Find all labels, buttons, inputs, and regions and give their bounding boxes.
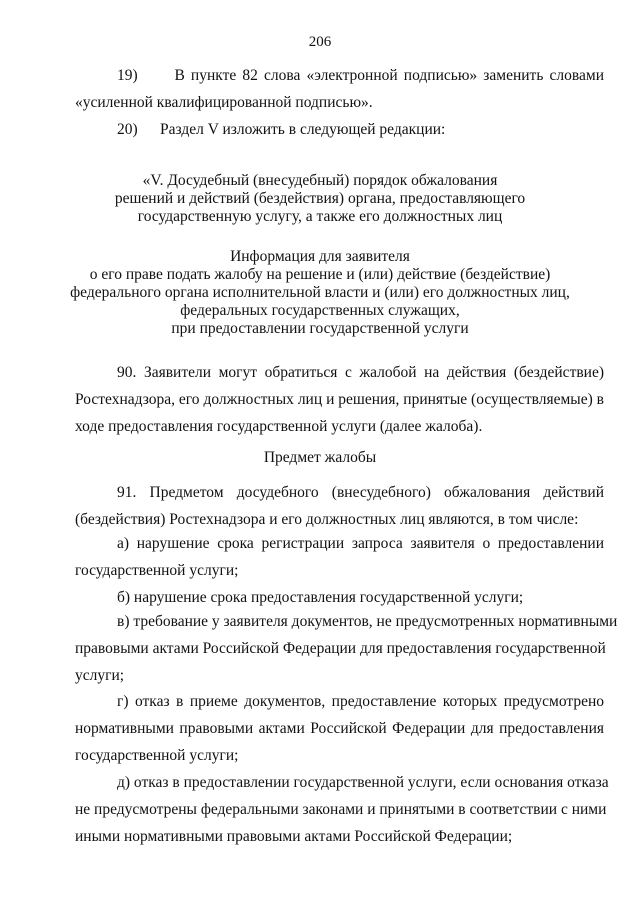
para-90-line-3: ходе предоставления государственной услуги (далее жалоба). <box>75 418 483 435</box>
item-a-line-2: государственной услуги; <box>75 562 239 579</box>
info-heading-line-5: при предоставлении государственной услуги <box>171 320 469 337</box>
item-v-line-3: услуги; <box>75 667 125 684</box>
item-v-line-1: в) требование у заявителя документов, не предусмотренных нормативными <box>117 613 618 630</box>
para-91-line-1: 91. Предметом досудебного (внесудебного) обжалования действий <box>117 484 604 501</box>
item-a-line-1: а) нарушение срока регистрации запроса заявителя о предоставлении <box>117 535 604 552</box>
item-20-number: 20) <box>117 121 138 138</box>
para-90-line-2: Ростехнадзора, его должностных лиц и решения, принятые (осуществляемые) в <box>75 391 604 408</box>
item-g-line-1: г) отказ в приеме документов, предоставление которых предусмотрено <box>117 693 604 710</box>
para-90-line-1: 90. Заявители могут обратиться с жалобой на действия (бездействие) <box>117 364 604 381</box>
section-heading-line-2: решений и действий (бездействия) органа, предоставляющего <box>114 190 526 207</box>
section-heading-line-3: государственную услугу, а также его должностных лиц <box>137 208 503 225</box>
info-heading-line-2: о его праве подать жалобу на решение и (или) действие (бездействие) <box>89 266 551 283</box>
subject-heading: Предмет жалобы <box>263 449 377 466</box>
item-g-line-2: нормативными правовыми актами Российской Федерации для предоставления <box>75 720 604 737</box>
para-91-line-2: (бездействия) Ростехнадзора и его должностных лиц являются, в том числе: <box>75 511 579 528</box>
item-g-line-3: государственной услуги; <box>75 747 239 764</box>
section-heading-line-1: «V. Досудебный (внесудебный) порядок обжалования <box>142 172 498 189</box>
item-d-line-2: не предусмотрены федеральными законами и принятыми в соответствии с ними <box>75 801 607 818</box>
info-heading-line-1: Информация для заявителя <box>230 248 410 265</box>
page-number: 206 <box>308 34 332 50</box>
item-b-line-1: б) нарушение срока предоставления государственной услуги; <box>117 589 524 606</box>
item-19-line-1: 19) В пункте 82 слова «электронной подписью» заменить словами <box>117 67 604 84</box>
item-20-text: Раздел V изложить в следующей редакции: <box>160 121 446 138</box>
item-v-line-2: правовыми актами Российской Федерации для предоставления государственной <box>75 640 606 657</box>
info-heading-line-4: федеральных государственных служащих, <box>180 302 460 319</box>
info-heading-line-3: федерального органа исполнительной власти и (или) его должностных лиц, <box>70 284 570 301</box>
item-d-line-1: д) отказ в предоставлении государственной услуги, если основания отказа <box>117 774 609 791</box>
item-d-line-3: иными нормативными правовыми актами Российской Федерации; <box>75 828 513 845</box>
item-19-line-2: «усиленной квалифицированной подписью». <box>75 94 373 111</box>
